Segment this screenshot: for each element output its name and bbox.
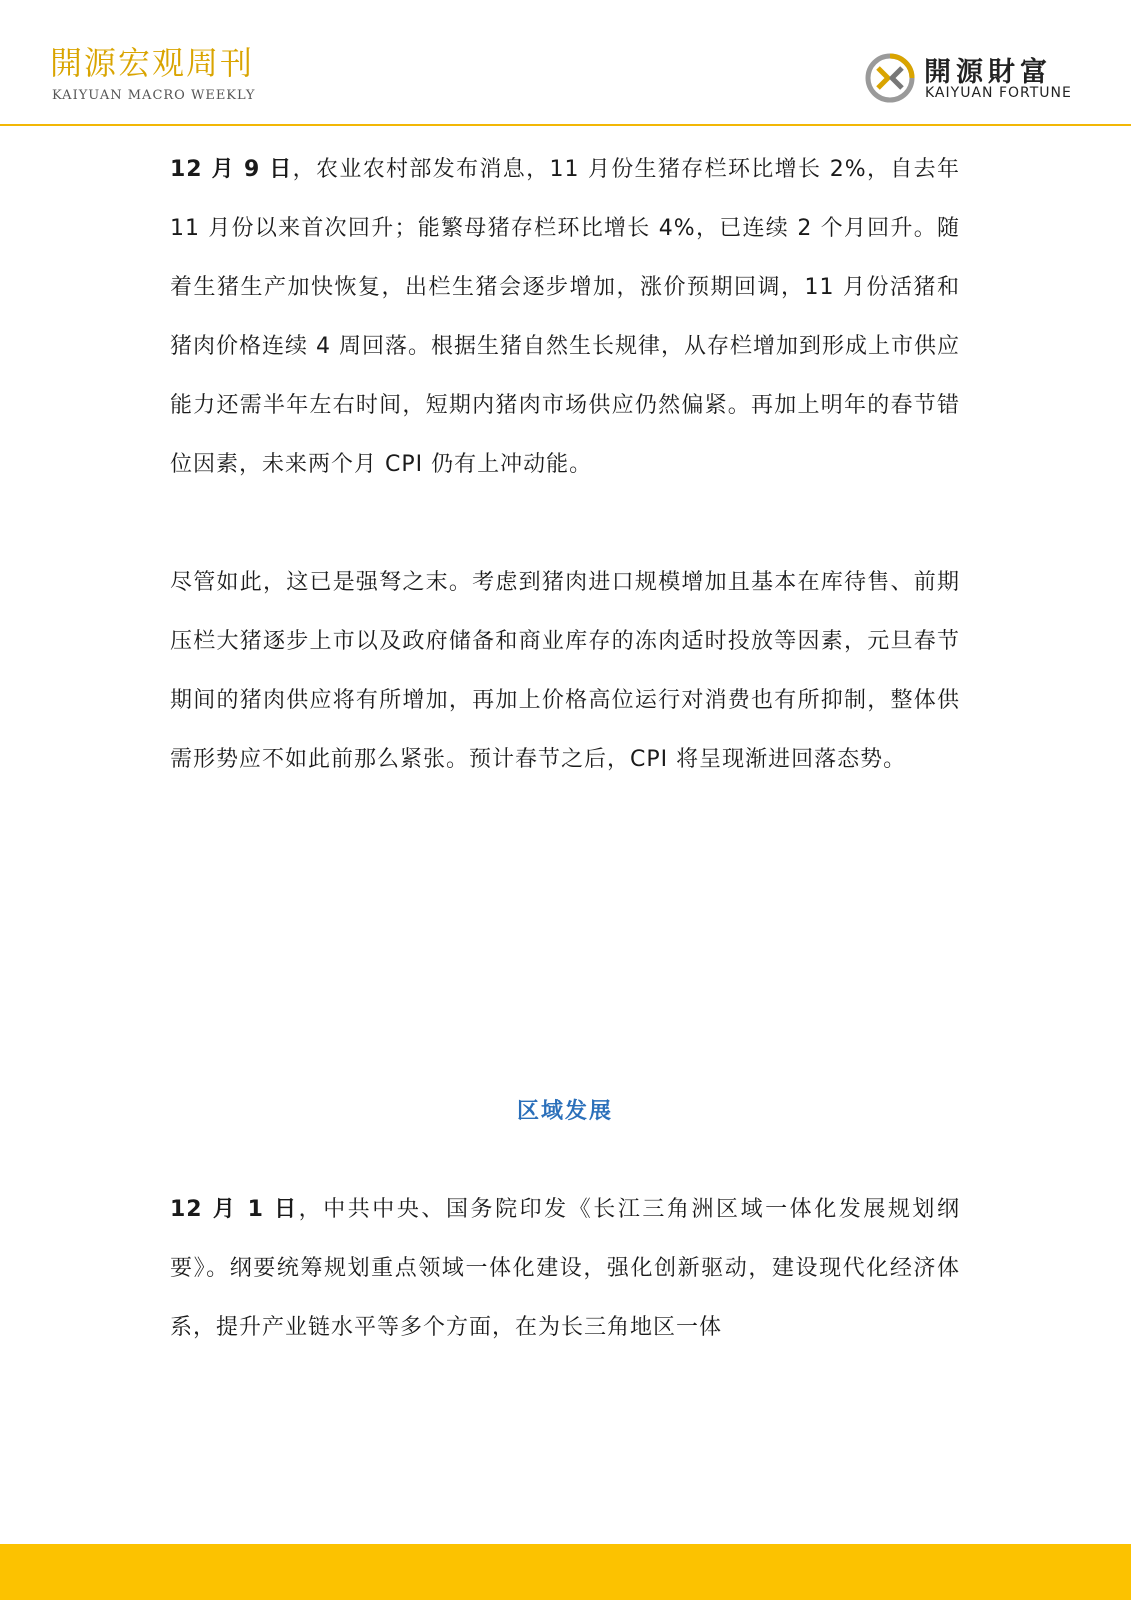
paragraph-text: ，中共中央、国务院印发《长江三角洲区域一体化发展规划纲要》。纲要统筹规划重点领域一体化建设，强化创新驱动，建设现代化经济体系，提升产业链水平等多个方面，在为长三角地区一体 <box>170 1197 960 1340</box>
paragraph-pork-supply <box>170 140 960 494</box>
paragraph-date: 12 月 1 日 <box>170 1197 299 1222</box>
section-title-regional-development: 区域发展 <box>516 1099 613 1124</box>
paragraph-cpi-outlook <box>170 553 960 789</box>
paragraph-date: 12 月 9 日 <box>170 157 293 182</box>
company-logo <box>864 50 1084 106</box>
kaiyuan-logo-icon <box>864 52 916 104</box>
paragraph-yangtze-delta <box>170 1180 960 1357</box>
paragraph-text: 尽管如此，这已是强弩之末。考虑到猪肉进口规模增加且基本在库待售、前期压栏大猪逐步上市以及政府储备和商业库存的冻肉适时投放等因素，元旦春节期间的猪肉供应将有所增加，再加上价格高位运行对消费也有所抑制，整体供需形势应不如此前那么紧张。预计春节之后，CPI 将呈现渐进回落态势。 <box>170 570 960 772</box>
brand-subtitle: KAIYUAN MACRO WEEKLY <box>52 88 256 103</box>
logo-english-name: KAIYUAN FORTUNE <box>925 85 1072 101</box>
logo-chinese-name: 開源財富 <box>924 57 1052 88</box>
footer-bar <box>0 1544 1131 1600</box>
page-header <box>0 0 1131 126</box>
brand-title: 開源宏观周刊 <box>50 44 255 82</box>
main-content <box>170 140 960 789</box>
section-content <box>170 1180 960 1357</box>
paragraph-text: ，农业农村部发布消息，11 月份生猪存栏环比增长 2%，自去年 11 月份以来首次回升；能繁母猪存栏环比增长 4%，已连续 2 个月回升。随着生猪生产加快恢复，出栏生猪会逐步增加，涨价预期回调，11 月份活猪和猪肉价格连续 4 周回落。根据生猪自然生长规律，从存栏增加到形成上市供应能力还需半年左右时间，短期内猪肉市场供应仍然偏紧。再加上明年的春节错位因素，未来两个月 CPI 仍有上冲动能。 <box>170 157 960 477</box>
